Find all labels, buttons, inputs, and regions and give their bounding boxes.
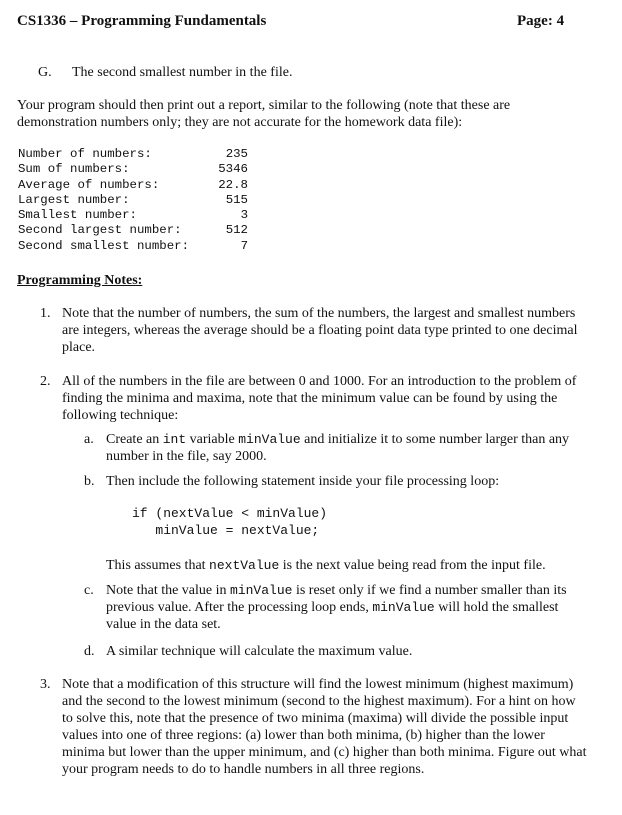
note-number: 1. xyxy=(40,306,51,321)
report-label: Second largest number: xyxy=(18,223,182,238)
report-row xyxy=(18,178,248,193)
document-title: CS1336 – Programming Fundamentals xyxy=(17,13,267,29)
inline-code: minValue xyxy=(230,583,293,598)
report-label: Sum of numbers: xyxy=(18,162,130,177)
note-text: All of the numbers in the file are between 0 and 1000. For an introduction to the problem of finding the minima and maxima, note that the minimum value can be found by using the following technique: xyxy=(62,374,577,423)
report-value: 3 xyxy=(240,208,248,223)
code-line: minValue = nextValue; xyxy=(132,523,320,538)
report-row xyxy=(18,193,248,208)
sub-item-d xyxy=(84,643,584,660)
note-item-1 xyxy=(40,305,600,356)
intro-paragraph: Your program should then print out a report, similar to the following (note that these are demonstration numbers only; they are not accurate for the homework data file): xyxy=(17,98,511,130)
section-heading: Programming Notes: xyxy=(17,273,143,288)
report-row xyxy=(18,239,248,254)
report-row xyxy=(18,162,248,177)
report-label: Smallest number: xyxy=(18,208,137,223)
report-value: 22.8 xyxy=(218,177,248,192)
report-value: 515 xyxy=(225,192,248,207)
report-row xyxy=(18,208,248,223)
list-item-text: The second smallest number in the file. xyxy=(72,65,293,80)
report-value: 5346 xyxy=(218,162,248,177)
note-text: Note that a modification of this structure will find the lowest minimum (highest maximum) and the second to the lowest minimum (second to the highest maximum). For a hint on how to solve this, note that the presence of two minima (maxima) will divide the possible input values into one of three regions: (a) lower than both minima, (b) higher than the lower minima but lower than the upper minimum, and (c) higher than both minima. Figure out what your program needs to do to handle numbers in all three regions. xyxy=(62,677,587,777)
code-line: if (nextValue < minValue) xyxy=(132,506,328,521)
report-label: Number of numbers: xyxy=(18,147,152,161)
inline-code: minValue xyxy=(372,600,435,615)
code-snippet xyxy=(132,505,327,539)
report-value: 512 xyxy=(225,223,248,238)
sub-item-b xyxy=(84,473,584,490)
page-number: Page: 4 xyxy=(517,13,565,29)
inline-code: int xyxy=(162,432,187,447)
sub-letter: b. xyxy=(84,474,95,489)
sub-text: Create an int variable minValue and initialize it to some number larger than any number in the file, say 2000. xyxy=(106,432,570,464)
note-number: 2. xyxy=(40,374,51,389)
note-item-2 xyxy=(40,373,600,424)
inline-code: minValue xyxy=(238,432,301,447)
note-number: 3. xyxy=(40,677,51,692)
sample-report xyxy=(18,147,248,254)
sub-letter: c. xyxy=(84,583,94,598)
report-label: Second smallest number: xyxy=(18,238,190,253)
sub-item-a xyxy=(84,431,584,465)
report-label: Average of numbers: xyxy=(18,177,160,192)
note-text: Note that the number of numbers, the sum of the numbers, the largest and smallest numbers are integers, whereas the average should be a floating point data type printed to one decimal place. xyxy=(62,306,578,355)
note-item-3 xyxy=(40,676,600,778)
report-label: Largest number: xyxy=(18,192,130,207)
list-letter: G. xyxy=(38,65,52,80)
sub-text: Then include the following statement inside your file processing loop: xyxy=(106,474,500,489)
report-value: 7 xyxy=(240,238,248,253)
sub-letter: d. xyxy=(84,644,95,659)
assumption-text: This assumes that nextValue is the next value being read from the input file. xyxy=(106,558,546,573)
report-value: 235 xyxy=(225,147,248,161)
sub-text: Note that the value in minValue is reset only if we find a number smaller than its previous value. After the processing loop ends, minValue will hold the smallest value in the data set. xyxy=(106,583,567,632)
sub-item-c xyxy=(84,582,584,633)
sub-letter: a. xyxy=(84,432,94,447)
report-row xyxy=(18,147,248,162)
report-row xyxy=(18,223,248,238)
list-item-g xyxy=(38,64,292,81)
inline-code: nextValue xyxy=(209,558,280,573)
sub-text: A similar technique will calculate the maximum value. xyxy=(106,644,413,659)
